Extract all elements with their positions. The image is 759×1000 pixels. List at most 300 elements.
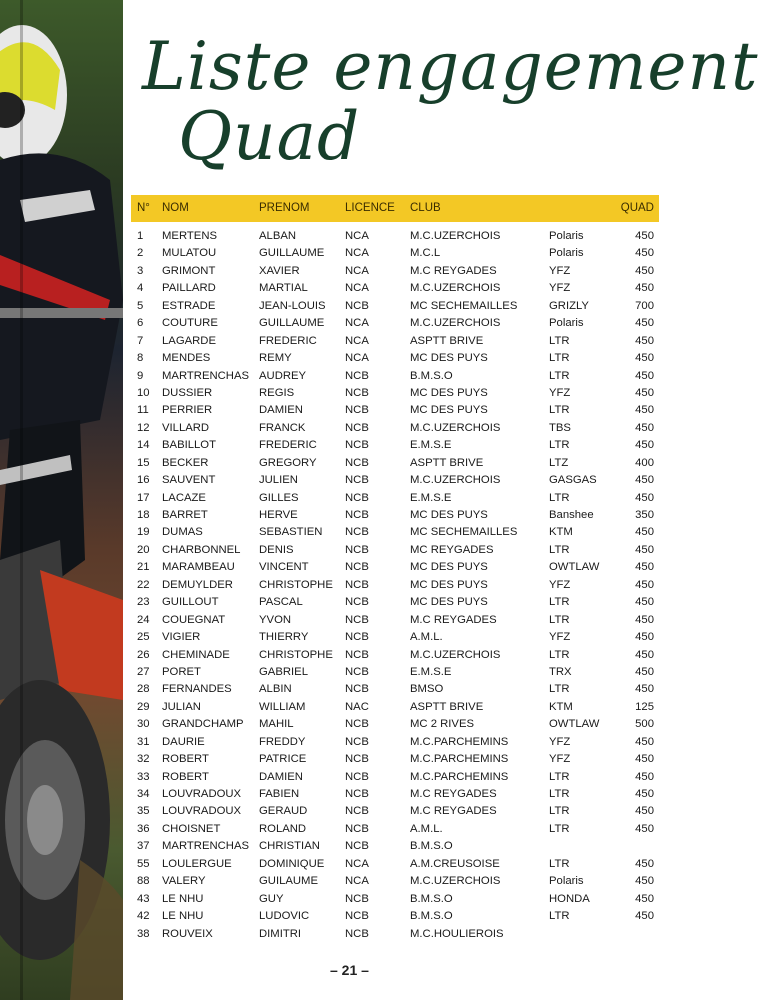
header-licence: LICENCE xyxy=(345,202,395,214)
cell-num: 38 xyxy=(137,927,150,940)
cell-moto: LTR xyxy=(549,352,570,365)
cell-licence: NCA xyxy=(345,264,369,277)
table-row xyxy=(131,526,659,543)
cell-club: M.C.UZERCHOIS xyxy=(410,474,501,487)
cell-prenom: WILLIAM xyxy=(259,700,306,713)
table-row xyxy=(131,736,659,753)
cell-nom: JULIAN xyxy=(162,700,201,713)
cell-num: 14 xyxy=(137,439,150,452)
cell-prenom: MARTIAL xyxy=(259,282,308,295)
cell-num: 9 xyxy=(137,369,144,382)
table-row xyxy=(131,439,659,456)
cell-licence: NCB xyxy=(345,491,369,504)
cell-nom: GRIMONT xyxy=(162,264,216,277)
table-row xyxy=(131,579,659,596)
cell-moto: Polaris xyxy=(549,247,584,260)
cell-club: ASPTT BRIVE xyxy=(410,700,484,713)
table-row xyxy=(131,544,659,561)
cell-nom: ROBERT xyxy=(162,770,209,783)
cell-nom: MARTRENCHAS xyxy=(162,840,250,853)
cell-nom: DAURIE xyxy=(162,735,205,748)
cell-moto: LTR xyxy=(549,334,570,347)
cell-licence: NCB xyxy=(345,753,369,766)
table-row xyxy=(131,893,659,910)
cell-club: M.C.UZERCHOIS xyxy=(410,648,501,661)
cell-num: 23 xyxy=(137,596,150,609)
cell-club: E.M.S.E xyxy=(410,491,452,504)
cell-prenom: GREGORY xyxy=(259,456,317,469)
cell-nom: LE NHU xyxy=(162,892,204,905)
cell-club: M.C.UZERCHOIS xyxy=(410,317,501,330)
cell-quad: 450 xyxy=(635,421,654,434)
cell-licence: NCA xyxy=(345,230,369,242)
table-row xyxy=(131,300,659,317)
cell-club: M.C REYGADES xyxy=(410,805,497,818)
cell-moto: LTR xyxy=(549,910,570,923)
cell-moto: LTR xyxy=(549,543,570,556)
cell-club: MC SECHEMAILLES xyxy=(410,526,518,539)
table-body xyxy=(131,222,659,945)
cell-licence: NCB xyxy=(345,299,369,312)
cell-quad: 450 xyxy=(635,264,654,277)
cell-prenom: CHRISTOPHE xyxy=(259,648,333,661)
cell-moto: LTR xyxy=(549,683,570,696)
cell-licence: NCB xyxy=(345,561,369,574)
table-row xyxy=(131,875,659,892)
cell-prenom: YVON xyxy=(259,613,292,626)
cell-num: 25 xyxy=(137,631,150,644)
cell-nom: MARTRENCHAS xyxy=(162,369,250,382)
cell-club: B.M.S.O xyxy=(410,840,453,853)
cell-licence: NCB xyxy=(345,386,369,399)
table-row xyxy=(131,771,659,788)
cell-club: B.M.S.O xyxy=(410,910,453,923)
cell-licence: NCA xyxy=(345,352,369,365)
entry-table xyxy=(131,195,659,945)
cell-quad: 450 xyxy=(635,683,654,696)
cell-num: 17 xyxy=(137,491,150,504)
table-row xyxy=(131,282,659,299)
cell-prenom: GUILAUME xyxy=(259,875,319,888)
cell-club: ASPTT BRIVE xyxy=(410,334,484,347)
table-row xyxy=(131,805,659,822)
cell-nom: MENDES xyxy=(162,352,211,365)
cell-prenom: GERAUD xyxy=(259,805,308,818)
cell-prenom: JEAN-LOUIS xyxy=(259,299,326,312)
cell-licence: NCB xyxy=(345,927,369,940)
cell-num: 26 xyxy=(137,648,150,661)
cell-club: M.C.UZERCHOIS xyxy=(410,421,501,434)
cell-moto: TRX xyxy=(549,665,572,678)
cell-licence: NCA xyxy=(345,875,369,888)
cell-licence: NCA xyxy=(345,317,369,330)
cell-prenom: SEBASTIEN xyxy=(259,526,323,539)
cell-num: 10 xyxy=(137,386,150,399)
cell-licence: NCB xyxy=(345,578,369,591)
cell-licence: NCA xyxy=(345,334,369,347)
page-number: – 21 – xyxy=(330,962,369,978)
cell-quad: 450 xyxy=(635,892,654,905)
cell-prenom: MAHIL xyxy=(259,718,294,731)
cell-licence: NCB xyxy=(345,404,369,417)
cell-licence: NCB xyxy=(345,735,369,748)
cell-moto: LTR xyxy=(549,613,570,626)
table-row xyxy=(131,614,659,631)
cell-prenom: ALBAN xyxy=(259,230,297,242)
cell-quad: 450 xyxy=(635,805,654,818)
cell-licence: NCA xyxy=(345,247,369,260)
cell-nom: SAUVENT xyxy=(162,474,216,487)
cell-nom: DEMUYLDER xyxy=(162,578,233,591)
cell-nom: LOULERGUE xyxy=(162,857,232,870)
cell-nom: VIGIER xyxy=(162,631,201,644)
cell-nom: FERNANDES xyxy=(162,683,232,696)
cell-nom: BARRET xyxy=(162,509,208,521)
cell-num: 24 xyxy=(137,613,150,626)
cell-num: 30 xyxy=(137,718,150,731)
cell-nom: LAGARDE xyxy=(162,334,216,347)
cell-moto: YFZ xyxy=(549,578,571,591)
cell-quad: 450 xyxy=(635,648,654,661)
cell-club: M.C.UZERCHOIS xyxy=(410,230,501,242)
cell-licence: NCB xyxy=(345,526,369,539)
cell-moto: GASGAS xyxy=(549,474,597,487)
cell-licence: NCB xyxy=(345,369,369,382)
cell-num: 12 xyxy=(137,421,150,434)
table-row xyxy=(131,509,659,526)
cell-num: 2 xyxy=(137,247,144,260)
cell-moto: LTR xyxy=(549,788,570,800)
table-row xyxy=(131,596,659,613)
cell-licence: NCB xyxy=(345,788,369,800)
cell-club: A.M.L. xyxy=(410,631,443,644)
cell-club: M.C.L xyxy=(410,247,441,260)
cell-moto: YFZ xyxy=(549,631,571,644)
header-quad: QUAD xyxy=(620,202,654,214)
cell-quad: 450 xyxy=(635,735,654,748)
cell-quad: 450 xyxy=(635,404,654,417)
cell-moto: LTR xyxy=(549,369,570,382)
cell-quad: 450 xyxy=(635,596,654,609)
table-row xyxy=(131,753,659,770)
cell-quad: 450 xyxy=(635,352,654,365)
cell-moto: LTR xyxy=(549,770,570,783)
cell-nom: DUSSIER xyxy=(162,386,213,399)
cell-moto: YFZ xyxy=(549,386,571,399)
table-row xyxy=(131,840,659,857)
table-row xyxy=(131,788,659,805)
cell-num: 5 xyxy=(137,299,144,312)
rider-illustration xyxy=(0,0,123,1000)
cell-licence: NCB xyxy=(345,596,369,609)
cell-nom: MARAMBEAU xyxy=(162,561,235,574)
table-row xyxy=(131,230,659,247)
cell-moto: Polaris xyxy=(549,317,584,330)
cell-prenom: FREDERIC xyxy=(259,439,317,452)
cell-club: MC DES PUYS xyxy=(410,404,488,417)
cell-num: 31 xyxy=(137,735,150,748)
table-row xyxy=(131,561,659,578)
cell-licence: NCB xyxy=(345,892,369,905)
cell-prenom: REGIS xyxy=(259,386,295,399)
cell-licence: NCB xyxy=(345,770,369,783)
cell-nom: BABILLOT xyxy=(162,439,216,452)
cell-quad: 450 xyxy=(635,334,654,347)
cell-moto: LTR xyxy=(549,596,570,609)
cell-quad: 450 xyxy=(635,665,654,678)
cell-licence: NCB xyxy=(345,421,369,434)
table-header xyxy=(131,195,659,222)
cell-club: MC SECHEMAILLES xyxy=(410,299,518,312)
cell-club: B.M.S.O xyxy=(410,369,453,382)
table-row xyxy=(131,265,659,282)
cell-club: MC REYGADES xyxy=(410,543,494,556)
cell-club: MC 2 RIVES xyxy=(410,718,475,731)
cell-club: M.C.UZERCHOIS xyxy=(410,875,501,888)
table-row xyxy=(131,928,659,945)
cell-num: 42 xyxy=(137,910,150,923)
cell-nom: MULATOU xyxy=(162,247,217,260)
cell-quad: 450 xyxy=(635,474,654,487)
cell-num: 33 xyxy=(137,770,150,783)
cell-quad: 450 xyxy=(635,613,654,626)
table-row xyxy=(131,858,659,875)
cell-moto: Banshee xyxy=(549,509,594,521)
cell-prenom: VINCENT xyxy=(259,561,309,574)
cell-club: MC DES PUYS xyxy=(410,578,488,591)
cell-club: MC DES PUYS xyxy=(410,561,488,574)
cell-prenom: JULIEN xyxy=(259,474,298,487)
cell-num: 4 xyxy=(137,282,144,295)
cell-licence: NCB xyxy=(345,474,369,487)
cell-moto: OWTLAW xyxy=(549,561,600,574)
cell-moto: LTR xyxy=(549,491,570,504)
cell-club: MC DES PUYS xyxy=(410,509,488,521)
cell-quad: 450 xyxy=(635,369,654,382)
cell-prenom: CHRISTIAN xyxy=(259,840,320,853)
cell-licence: NCA xyxy=(345,857,369,870)
cell-num: 16 xyxy=(137,474,150,487)
cell-num: 1 xyxy=(137,230,144,242)
cell-quad: 450 xyxy=(635,386,654,399)
cell-quad: 450 xyxy=(635,526,654,539)
cell-num: 3 xyxy=(137,264,144,277)
table-row xyxy=(131,404,659,421)
cell-club: B.M.S.O xyxy=(410,892,453,905)
cell-club: MC DES PUYS xyxy=(410,596,488,609)
cell-nom: CHOISNET xyxy=(162,822,221,835)
cell-nom: LOUVRADOUX xyxy=(162,805,242,818)
cell-num: 21 xyxy=(137,561,150,574)
cell-nom: LOUVRADOUX xyxy=(162,788,242,800)
table-row xyxy=(131,474,659,491)
cell-num: 15 xyxy=(137,456,150,469)
table-row xyxy=(131,823,659,840)
cell-num: 19 xyxy=(137,526,150,539)
cell-club: M.C.HOULIEROIS xyxy=(410,927,504,940)
cell-licence: NCB xyxy=(345,439,369,452)
cell-nom: LACAZE xyxy=(162,491,206,504)
table-row xyxy=(131,387,659,404)
cell-licence: NCA xyxy=(345,282,369,295)
cell-moto: YFZ xyxy=(549,735,571,748)
header-nom: NOM xyxy=(162,202,189,214)
table-row xyxy=(131,718,659,735)
cell-prenom: THIERRY xyxy=(259,631,309,644)
cell-licence: NCB xyxy=(345,631,369,644)
cell-num: 34 xyxy=(137,788,150,800)
cell-num: 18 xyxy=(137,509,150,521)
cell-prenom: GUILLAUME xyxy=(259,317,325,330)
cell-moto: Polaris xyxy=(549,875,584,888)
cell-prenom: FABIEN xyxy=(259,788,300,800)
cell-moto: YFZ xyxy=(549,282,571,295)
cell-moto: LTR xyxy=(549,439,570,452)
cell-prenom: DIMITRI xyxy=(259,927,302,940)
cell-quad: 450 xyxy=(635,561,654,574)
cell-club: E.M.S.E xyxy=(410,665,452,678)
cell-club: M.C.PARCHEMINS xyxy=(410,770,509,783)
cell-nom: LE NHU xyxy=(162,910,204,923)
title-block xyxy=(130,18,759,178)
cell-club: M.C.PARCHEMINS xyxy=(410,753,509,766)
cell-moto: LTR xyxy=(549,648,570,661)
table-row xyxy=(131,631,659,648)
cell-num: 43 xyxy=(137,892,150,905)
cell-num: 29 xyxy=(137,700,150,713)
cell-nom: PAILLARD xyxy=(162,282,216,295)
cell-nom: CHEMINADE xyxy=(162,648,230,661)
cell-num: 28 xyxy=(137,683,150,696)
cell-prenom: DAMIEN xyxy=(259,404,303,417)
cell-moto: Polaris xyxy=(549,230,584,242)
cell-prenom: DENIS xyxy=(259,543,294,556)
cell-num: 36 xyxy=(137,822,150,835)
table-row xyxy=(131,370,659,387)
cell-quad: 350 xyxy=(635,509,654,521)
cell-prenom: PASCAL xyxy=(259,596,303,609)
cell-moto: LTR xyxy=(549,404,570,417)
cell-nom: CHARBONNEL xyxy=(162,543,241,556)
cell-prenom: AUDREY xyxy=(259,369,307,382)
cell-num: 37 xyxy=(137,840,150,853)
table-row xyxy=(131,683,659,700)
cell-club: M.C.PARCHEMINS xyxy=(410,735,509,748)
cell-prenom: GUY xyxy=(259,892,284,905)
cell-quad: 450 xyxy=(635,857,654,870)
cell-nom: DUMAS xyxy=(162,526,203,539)
cell-quad: 700 xyxy=(635,299,654,312)
header-club: CLUB xyxy=(410,202,441,214)
cell-num: 32 xyxy=(137,753,150,766)
table-row xyxy=(131,457,659,474)
cell-prenom: XAVIER xyxy=(259,264,300,277)
cell-nom: BECKER xyxy=(162,456,209,469)
cell-moto: TBS xyxy=(549,421,571,434)
cell-quad: 450 xyxy=(635,439,654,452)
cell-prenom: GABRIEL xyxy=(259,665,308,678)
cell-licence: NCB xyxy=(345,543,369,556)
cell-quad: 450 xyxy=(635,282,654,295)
cell-quad: 450 xyxy=(635,247,654,260)
cell-num: 11 xyxy=(137,404,149,417)
cell-prenom: FREDDY xyxy=(259,735,306,748)
cell-licence: NCB xyxy=(345,840,369,853)
cell-moto: LTZ xyxy=(549,456,569,469)
cell-prenom: GUILLAUME xyxy=(259,247,325,260)
cell-prenom: FREDERIC xyxy=(259,334,317,347)
cell-prenom: CHRISTOPHE xyxy=(259,578,333,591)
cell-num: 22 xyxy=(137,578,150,591)
cell-num: 27 xyxy=(137,665,150,678)
cell-prenom: LUDOVIC xyxy=(259,910,310,923)
cell-num: 8 xyxy=(137,352,144,365)
header-prenom: PRENOM xyxy=(259,202,310,214)
cell-moto: LTR xyxy=(549,857,570,870)
cell-quad: 450 xyxy=(635,910,654,923)
table-row xyxy=(131,910,659,927)
cell-licence: NCB xyxy=(345,665,369,678)
cell-nom: PERRIER xyxy=(162,404,213,417)
table-row xyxy=(131,352,659,369)
table-row xyxy=(131,492,659,509)
cell-prenom: FRANCK xyxy=(259,421,306,434)
cell-licence: NCB xyxy=(345,456,369,469)
cell-nom: COUEGNAT xyxy=(162,613,226,626)
cell-nom: ROBERT xyxy=(162,753,209,766)
cell-club: M.C REYGADES xyxy=(410,264,497,277)
cell-quad: 450 xyxy=(635,822,654,835)
cell-quad: 450 xyxy=(635,543,654,556)
cell-num: 7 xyxy=(137,334,144,347)
cell-club: A.M.L. xyxy=(410,822,443,835)
cell-quad: 400 xyxy=(635,456,654,469)
cell-quad: 450 xyxy=(635,631,654,644)
cell-club: BMSO xyxy=(410,683,444,696)
cell-nom: VILLARD xyxy=(162,421,210,434)
cell-num: 20 xyxy=(137,543,150,556)
cell-club: M.C.UZERCHOIS xyxy=(410,282,501,295)
cell-prenom: PATRICE xyxy=(259,753,307,766)
cell-nom: COUTURE xyxy=(162,317,218,330)
cell-licence: NCB xyxy=(345,613,369,626)
cell-club: ASPTT BRIVE xyxy=(410,456,484,469)
cell-licence: NCB xyxy=(345,822,369,835)
cell-quad: 500 xyxy=(635,718,654,731)
cell-club: MC DES PUYS xyxy=(410,352,488,365)
table-row xyxy=(131,317,659,334)
cell-moto: KTM xyxy=(549,526,573,539)
cell-licence: NCB xyxy=(345,805,369,818)
table-row xyxy=(131,666,659,683)
cell-prenom: REMY xyxy=(259,352,292,365)
cell-prenom: DOMINIQUE xyxy=(259,857,325,870)
cell-moto: YFZ xyxy=(549,753,571,766)
page-title: Liste engagement xyxy=(142,28,759,105)
cell-moto: KTM xyxy=(549,700,573,713)
table-row xyxy=(131,649,659,666)
cell-quad: 125 xyxy=(635,700,654,713)
cell-nom: ESTRADE xyxy=(162,299,216,312)
cell-prenom: DAMIEN xyxy=(259,770,303,783)
cell-quad: 450 xyxy=(635,491,654,504)
cell-club: M.C REYGADES xyxy=(410,613,497,626)
cell-licence: NCB xyxy=(345,683,369,696)
cell-moto: LTR xyxy=(549,805,570,818)
page-subtitle: Quad xyxy=(178,98,361,175)
cell-moto: GRIZLY xyxy=(549,299,589,312)
cell-licence: NAC xyxy=(345,700,369,713)
